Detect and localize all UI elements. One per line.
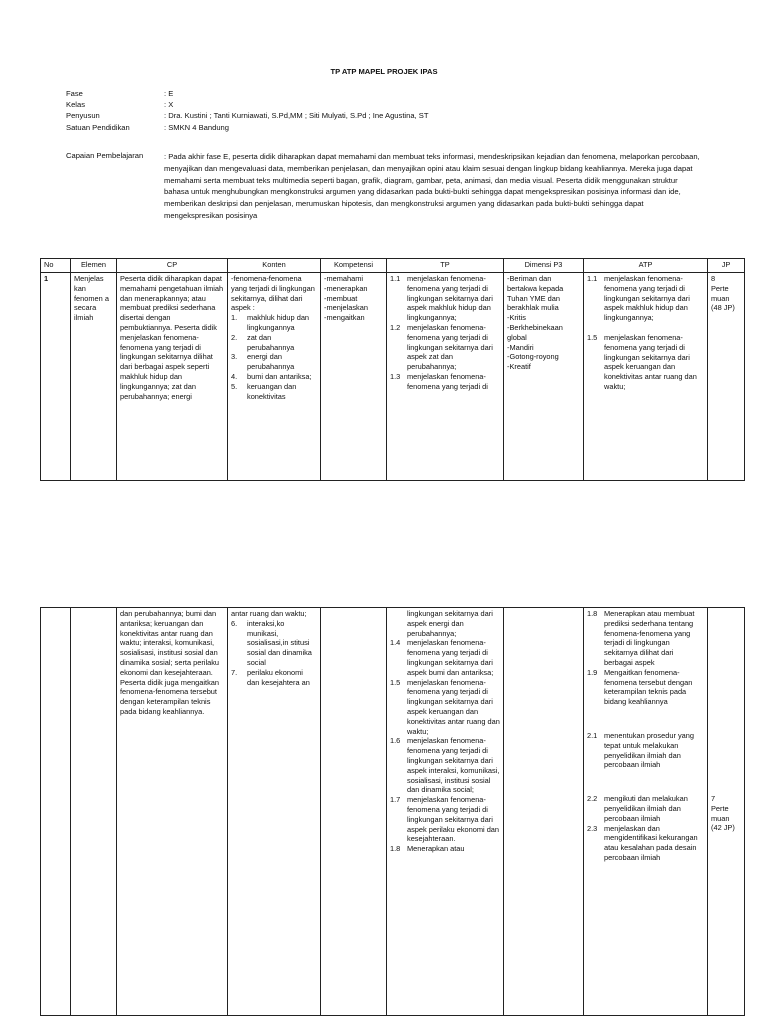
list-item: 1.8 Menerapkan atau membuat prediksi sederhana tentang fenomena-fenomena yang terjadi di lingkungan sekitarnya dilihat dari berbagai aspek xyxy=(587,609,695,667)
list-item: -Kritis xyxy=(507,313,526,323)
list-item: -menjelaskan xyxy=(324,303,368,313)
cell-kompetensi xyxy=(321,608,387,1016)
jp-hours: (42 JP) xyxy=(711,823,735,833)
list-item: 7. perilaku ekonomi dan kesejahtera an xyxy=(231,667,310,687)
cell-atp xyxy=(584,608,708,1016)
header-elemen: Elemen xyxy=(71,259,117,273)
list-item: -Kreatif xyxy=(507,362,531,372)
konten-list xyxy=(231,619,317,688)
meta-label: Penyusun xyxy=(66,111,100,121)
list-item: 2.3 menjelaskan dan mengidentifikasi kekurangan atau kesalahan pada desain percobaan ilmiah xyxy=(587,823,698,862)
table-header-row xyxy=(41,259,745,273)
list-item: 1.2 menjelaskan fenomena-fenomena yang terjadi di lingkungan sekitarnya dari aspek zat dan perubahannya; xyxy=(390,322,493,372)
capaian-label: Capaian Pembelajaran xyxy=(66,151,144,160)
cell-atp xyxy=(584,273,708,481)
list-item: 2. zat dan perubahannya xyxy=(231,332,295,352)
header-dimensi-p3: Dimensi P3 xyxy=(504,259,584,273)
document-meta xyxy=(66,89,428,134)
cell-jp xyxy=(708,273,745,481)
list-item: 1.3 menjelaskan fenomena-fenomena yang terjadi di xyxy=(390,371,488,391)
header-no: No xyxy=(41,259,71,273)
meta-label: Satuan Pendidikan xyxy=(66,122,130,132)
meta-label: Kelas xyxy=(66,100,85,110)
tp-lead: lingkungan sekitarnya dari aspek energi dan perubahannya; xyxy=(407,609,493,638)
list-item: 3. energi dan perubahannya xyxy=(231,352,295,372)
meta-row-kelas xyxy=(66,100,428,111)
konten-lead: antar ruang dan waktu; xyxy=(231,609,307,618)
cell-cp: Peserta didik diharapkan dapat memahami pengetahuan ilmiah dan menerapkannya; atau membuat prediksi sederhana disertai dengan pembuktiannya. Peserta didik menjelaskan fenomena-fenomena yang terjadi di lingkungan sekitarnya dilihat dari berbagai aspek seperti makhluk hidup dan lingkungannya; zat dan perubahannya; energi xyxy=(117,273,228,481)
header-jp: JP xyxy=(708,259,745,273)
jp-unit: Perte muan xyxy=(711,283,730,303)
list-item: 5. keruangan dan konektivitas xyxy=(231,381,297,401)
header-atp: ATP xyxy=(584,259,708,273)
list-item: 1.7 menjelaskan fenomena-fenomena yang terjadi di lingkungan sekitarnya dari aspek perilaku ekonomi dan kesejahteraan. xyxy=(390,795,500,844)
list-item: 1. makhluk hidup dan lingkungannya xyxy=(231,313,310,332)
jp-count: 7 xyxy=(711,794,716,803)
konten-list xyxy=(231,313,317,401)
cell-dimensi-p3 xyxy=(504,273,584,481)
list-item: 1.1 menjelaskan fenomena-fenomena yang terjadi di lingkungan sekitarnya dari aspek makhluk hidup dan lingkungannya; xyxy=(587,274,690,323)
meta-row-fase xyxy=(66,89,428,100)
list-item: -Mandiri xyxy=(507,342,534,352)
cell-kompetensi xyxy=(321,273,387,481)
jp-count: 8 xyxy=(711,274,716,283)
header-konten: Konten xyxy=(228,259,321,273)
list-item: -memahami xyxy=(324,274,364,283)
capaian-text: : Pada akhir fase E, peserta didik diharapkan dapat memahami dan membuat teks informasi, mendeskripsikan kejadian dan fenomena, melaporkan percobaan, menyajikan dan mengevaluasi data, memberikan penjelasan, dan menyajikan opini atau klaim sesuai dengan lingkup bidang keahliannya. Mereka juga dapat memahami serta membuat teks multimedia seperti bagan, grafik, diagram, gambar, peta, animasi, dan media visual. Peserta didik menggunakan struktur bahasa untuk menghubungkan mengkonstruksi argumen yang didasarkan pada bukti-bukti sehingga dapat mengekspresikan posisinya informasi dan ide, memberikan deskripsi dan penjelasan, merumuskan hipotesis, dan mengkonstruksi argumen yang didasarkan pada bukti-bukti sehingga dapat mengekspresikan posisinya xyxy=(164,152,700,220)
list-item: -Gotong-royong xyxy=(507,352,559,362)
meta-value: : SMKN 4 Bandung xyxy=(164,122,230,132)
cell-tp xyxy=(387,608,504,1016)
konten-intro: -fenomena-fenomena yang terjadi di lingkungan sekitarnya, dilihat dari aspek : xyxy=(231,274,315,313)
cell-jp xyxy=(708,608,745,1016)
cell-no: 1 xyxy=(41,273,71,481)
jp-unit: Perte muan xyxy=(711,803,730,823)
atp-table-page-2 xyxy=(40,607,745,1016)
table-row xyxy=(41,608,745,1016)
cell-cp: dan perubahannya; bumi dan antariksa; keruangan dan konektivitas antar ruang dan waktu; interaksi, komunikasi, sosialisasi, institusi sosial dan dinamika sosial; serta perilaku ekonomi dan kesejahteraan. Peserta didik juga mengaitkan fenomena-fenomena tersebut dengan keterampilan teknis pada bidang keahliannya. xyxy=(117,608,228,1016)
cell-konten xyxy=(228,608,321,1016)
meta-row-penyusun xyxy=(66,111,428,122)
list-item: 1.8 Menerapkan atau xyxy=(390,844,465,854)
atp-table-page-1 xyxy=(40,258,745,481)
meta-value: : E xyxy=(164,89,174,98)
list-item: 1.9 Mengaitkan fenomena-fenomena tersebut dengan keterampilan teknis pada bidang keahliannya xyxy=(587,667,693,707)
cell-konten xyxy=(228,273,321,481)
meta-value: : Dra. Kustini ; Tanti Kurniawati, S.Pd,MM ; Siti Mulyati, S.Pd ; Ine Agustina, ST xyxy=(164,111,429,121)
header-kompetensi: Kompetensi xyxy=(321,259,387,273)
list-item: 1.1 menjelaskan fenomena-fenomena yang terjadi di lingkungan sekitarnya dari aspek makhluk hidup dan lingkungannya; xyxy=(390,274,493,323)
cell-elemen: Menjelas kan fenomen a secara ilmiah xyxy=(71,273,117,481)
list-item: 1.5 menjelaskan fenomena-fenomena yang terjadi di lingkungan sekitarnya dari aspek keruangan dan konektivitas antar ruang dan waktu; xyxy=(587,332,697,391)
cell-elemen xyxy=(71,608,117,1016)
list-item: -Beriman dan bertakwa kepada Tuhan YME dan berakhlak mulia xyxy=(507,274,564,313)
capaian-pembelajaran xyxy=(66,151,706,222)
list-item: 1.6 menjelaskan fenomena-fenomena yang terjadi di lingkungan sekitarnya dari aspek interaksi, komunikasi, sosialisasi, institusi sosial dan dinamika social; xyxy=(390,736,500,795)
jp-hours: (48 JP) xyxy=(711,303,735,313)
list-item: -mengaitkan xyxy=(324,313,365,323)
list-item: -Berkhebinekaan global xyxy=(507,322,563,342)
list-item: 4. bumi dan antariksa; xyxy=(231,371,312,381)
list-item: -menerapkan xyxy=(324,283,368,293)
list-item: 1.4 menjelaskan fenomena-fenomena yang terjadi di lingkungan sekitarnya dari aspek bumi dan antariksa; xyxy=(390,638,494,677)
meta-row-satuan-pendidikan xyxy=(66,123,428,134)
meta-value: : X xyxy=(164,100,174,110)
list-item: 2.2 mengikuti dan melakukan penyelidikan ilmiah dan percobaan ilmiah xyxy=(587,794,688,823)
list-item: 1.5 menjelaskan fenomena-fenomena yang terjadi di lingkungan sekitarnya dari aspek keruangan dan konektivitas antar ruang dan waktu; xyxy=(390,677,500,736)
header-cp: CP xyxy=(117,259,228,273)
list-item: -membuat xyxy=(324,293,358,303)
cell-dimensi-p3 xyxy=(504,608,584,1016)
list-item: 2.1 menentukan prosedur yang tepat untuk melakukan penyelidikan ilmiah dan percobaan ilmiah xyxy=(587,730,694,770)
header-tp: TP xyxy=(387,259,504,273)
list-item: 6. interaksi,ko munikasi, sosialisasi,in stitusi sosial dan dinamika social xyxy=(231,618,312,667)
document-title: TP ATP MAPEL PROJEK IPAS xyxy=(330,67,438,76)
table-row xyxy=(41,273,745,481)
cell-no xyxy=(41,608,71,1016)
cell-tp xyxy=(387,273,504,481)
meta-label: Fase xyxy=(66,89,83,98)
